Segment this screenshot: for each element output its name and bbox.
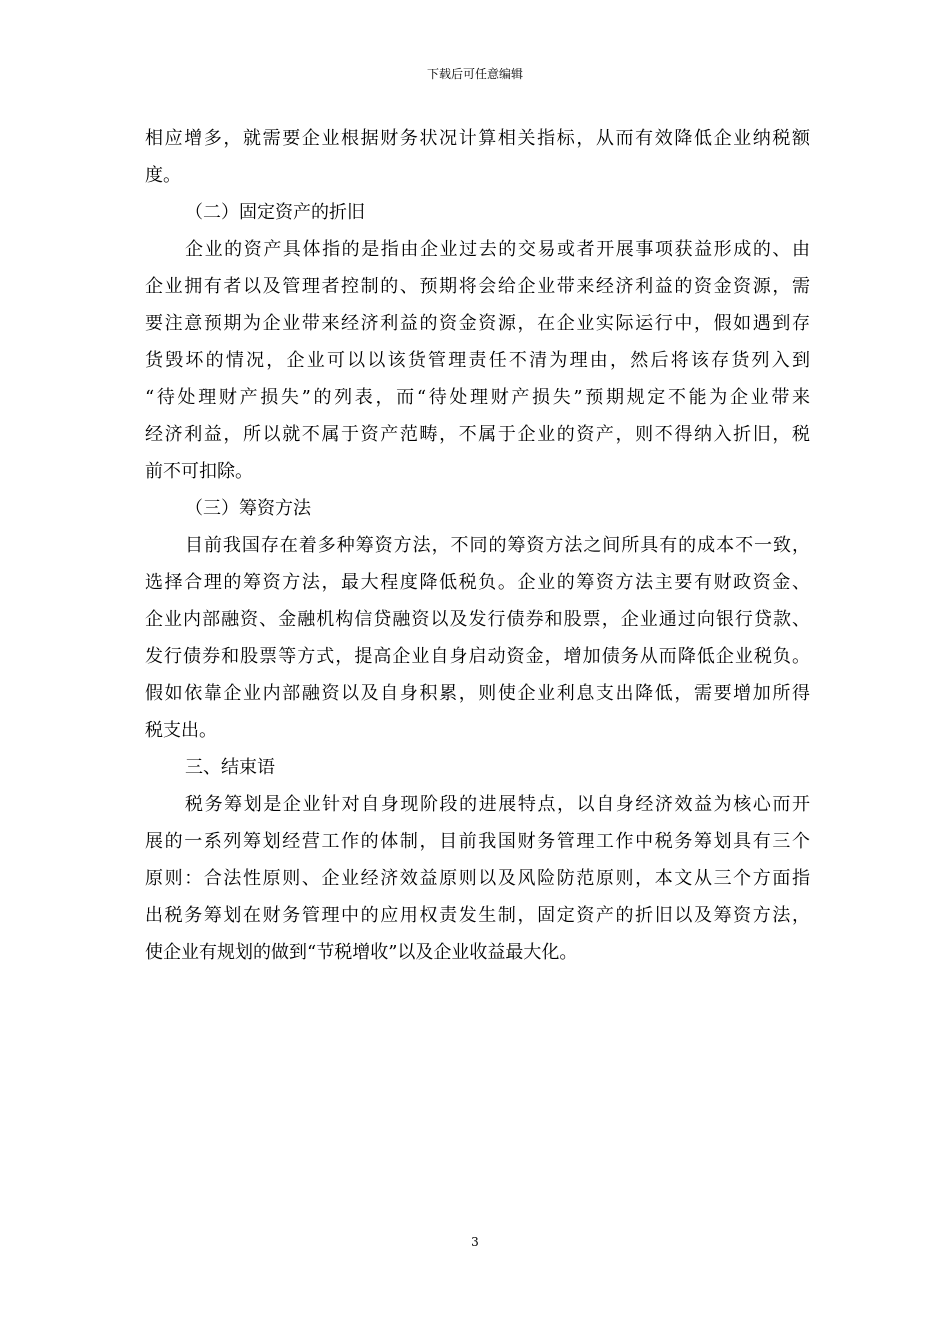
text-line: 目前我国存在着多种筹资方法，不同的筹资方法之间所具有的成本不一致， [185,535,810,556]
text-line: 假如依靠企业内部融资以及自身积累，则使企业利息支出降低，需要增加所得 [145,683,810,704]
text-line: 度。 [145,165,181,186]
text-line: 选择合理的筹资方法，最大程度降低税负。企业的筹资方法主要有财政资金、 [145,572,810,593]
text-line: 展的一系列筹划经营工作的体制，目前我国财务管理工作中税务筹划具有三个 [145,831,810,852]
page-header: 下载后可任意编辑 [426,67,523,81]
text-line: 相应增多，就需要企业根据财务状况计算相关指标，从而有效降低企业纳税额 [145,128,810,149]
text-line: （三）筹资方法 [185,498,311,519]
text-line: 企业内部融资、金融机构信贷融资以及发行债券和股票，企业通过向银行贷款、 [145,609,810,630]
text-line: 经济利益，所以就不属于资产范畴，不属于企业的资产，则不得纳入折旧，税 [145,424,810,445]
document-body [145,120,810,971]
text-line: 要注意预期为企业带来经济利益的资金资源，在企业实际运行中，假如遇到存 [145,313,810,334]
text-line: （二）固定资产的折旧 [185,202,365,223]
text-line: 原则：合法性原则、企业经济效益原则以及风险防范原则，本文从三个方面指 [145,868,810,889]
text-line: 出税务筹划在财务管理中的应用权责发生制，固定资产的折旧以及筹资方法， [145,905,810,926]
text-line: 货毁坏的情况，企业可以以该货管理责任不清为理由，然后将该存货列入到 [145,350,810,371]
text-line: 三、结束语 [185,757,275,778]
text-line: 企业拥有者以及管理者控制的、预期将会给企业带来经济利益的资金资源，需 [145,276,810,297]
text-line: 使企业有规划的做到“节税增收”以及企业收益最大化。 [145,942,578,963]
text-line: 发行债券和股票等方式，提高企业自身启动资金，增加债务从而降低企业税负。 [145,646,810,667]
page-number: 3 [471,1235,479,1249]
text-line: 前不可扣除。 [145,461,253,482]
text-line: 企业的资产具体指的是指由企业过去的交易或者开展事项获益形成的、由 [185,239,810,260]
text-line: 税支出。 [145,720,217,741]
text-line: 税务筹划是企业针对自身现阶段的进展特点，以自身经济效益为核心而开 [185,794,810,815]
text-line: “待处理财产损失”的列表，而“待处理财产损失”预期规定不能为企业带来 [145,387,810,408]
